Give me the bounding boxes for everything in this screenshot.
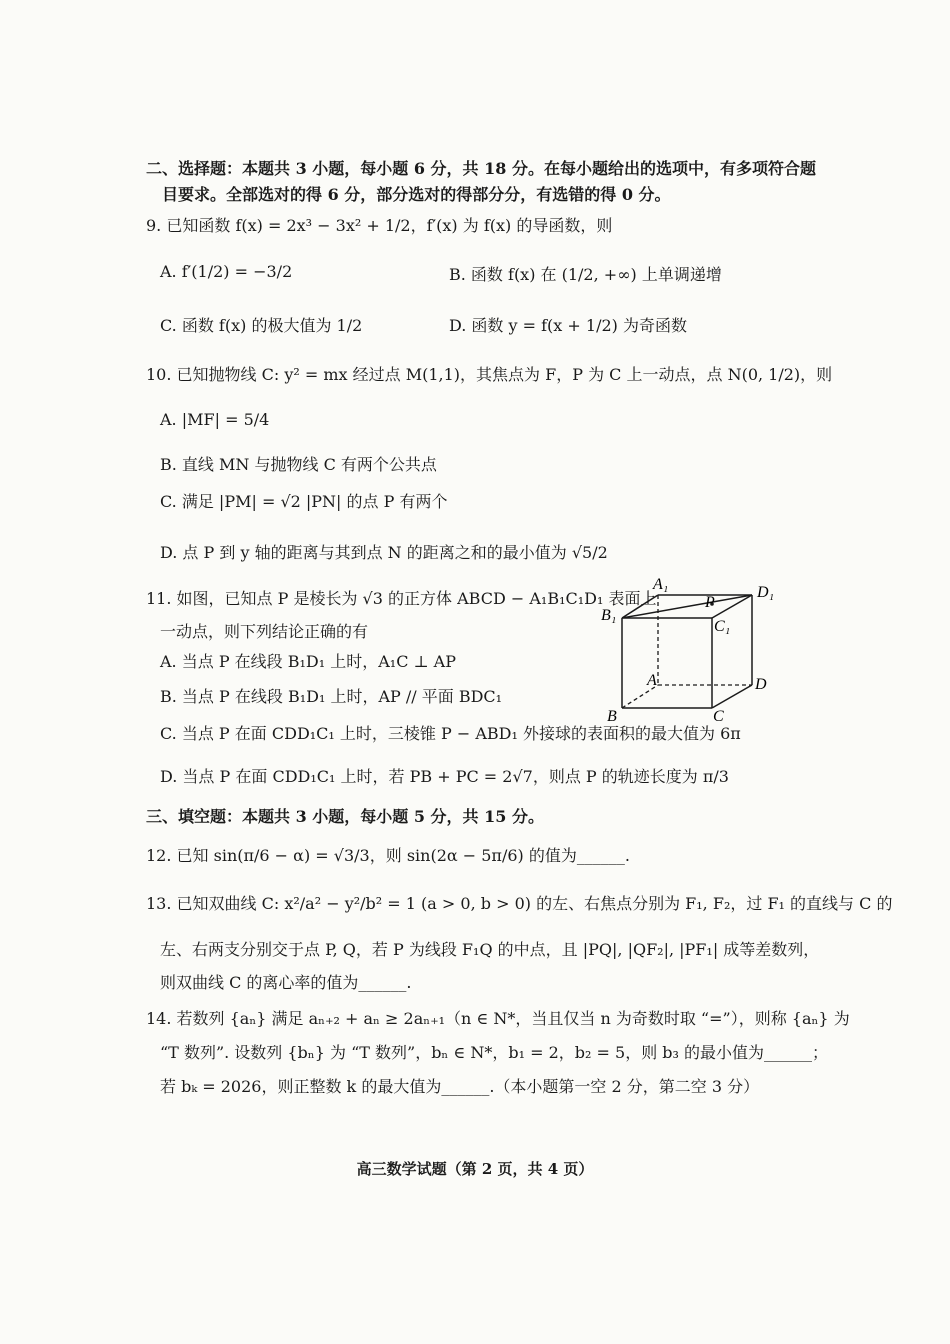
q11-stem-line1: 11. 如图，已知点 P 是棱长为 √3 的正方体 ABCD − A₁B₁C₁D₁ 表面上	[146, 589, 657, 608]
label-c1: C₁	[714, 618, 731, 635]
label-b: B	[607, 708, 617, 725]
q9-option-b: B. 函数 f(x) 在 (1/2, +∞) 上单调递增	[449, 265, 722, 284]
cube-edge-cd	[712, 685, 752, 708]
label-d: D	[755, 676, 767, 693]
cube-figure	[595, 575, 795, 725]
q11-stem-line2: 一动点，则下列结论正确的有	[160, 622, 369, 641]
q9-option-a: A. f′(1/2) = −3/2	[160, 262, 293, 281]
q11-option-c: C. 当点 P 在面 CDD₁C₁ 上时，三棱锥 P − ABD₁ 外接球的表面积的最大值为 6π	[160, 724, 741, 743]
q11-option-b: B. 当点 P 在线段 B₁D₁ 上时，AP // 平面 BDC₁	[160, 687, 503, 706]
q14-line3: 若 bₖ = 2026，则正整数 k 的最大值为______.（本小题第一空 2 分，第二空 3 分）	[160, 1077, 760, 1096]
label-a: A	[647, 672, 657, 689]
section2-heading-line1: 二、选择题：本题共 3 小题，每小题 6 分，共 18 分。在每小题给出的选项中，有多项符合题	[146, 159, 816, 178]
q10-option-a: A. |MF| = 5/4	[160, 410, 270, 429]
q13-line1: 13. 已知双曲线 C: x²/a² − y²/b² = 1 (a > 0, b > 0) 的左、右焦点分别为 F₁, F₂，过 F₁ 的直线与 C 的	[146, 894, 893, 913]
page-footer: 高三数学试题（第 2 页，共 4 页）	[356, 1160, 594, 1178]
q10-stem: 10. 已知抛物线 C: y² = mx 经过点 M(1,1)，其焦点为 F，P 为 C 上一动点，点 N(0, 1/2)，则	[146, 365, 833, 384]
q9-option-c: C. 函数 f(x) 的极大值为 1/2	[160, 316, 363, 335]
section2-heading-line2: 目要求。全部选对的得 6 分，部分选对的得部分分，有选错的得 0 分。	[162, 185, 671, 204]
q10-option-c: C. 满足 |PM| = √2 |PN| 的点 P 有两个	[160, 492, 448, 511]
q11-option-d: D. 当点 P 在面 CDD₁C₁ 上时，若 PB + PC = 2√7，则点 P 的轨迹长度为 π/3	[160, 767, 729, 786]
q11-option-a: A. 当点 P 在线段 B₁D₁ 上时，A₁C ⊥ AP	[160, 652, 457, 671]
q10-option-d: D. 点 P 到 y 轴的距离与其到点 N 的距离之和的最小值为 √5/2	[160, 543, 608, 562]
q10-option-b: B. 直线 MN 与抛物线 C 有两个公共点	[160, 455, 437, 474]
label-a1: A₁	[653, 576, 669, 593]
section3-heading: 三、填空题：本题共 3 小题，每小题 5 分，共 15 分。	[146, 807, 544, 826]
q14-line2: “T 数列”. 设数列 {bₙ} 为 “T 数列”，bₙ ∈ N*，b₁ = 2，b₂ = 5，则 b₃ 的最小值为______；	[160, 1043, 829, 1062]
q9-stem: 9. 已知函数 f(x) = 2x³ − 3x² + 1/2，f′(x) 为 f(x) 的导函数，则	[146, 216, 613, 235]
q13-line3: 则双曲线 C 的离心率的值为______.	[160, 973, 412, 992]
label-b1: B₁	[601, 607, 617, 624]
q13-line2: 左、右两支分别交于点 P, Q，若 P 为线段 F₁Q 的中点，且 |PQ|, |QF₂|, |PF₁| 成等差数列，	[160, 940, 820, 959]
label-p: P	[705, 594, 715, 611]
q14-line1: 14. 若数列 {aₙ} 满足 aₙ₊₂ + aₙ ≥ 2aₙ₊₁（n ∈ N*，当且仅当 n 为奇数时取 “=”），则称 {aₙ} 为	[146, 1009, 850, 1028]
label-d1: D₁	[757, 584, 775, 601]
q9-option-d: D. 函数 y = f(x + 1/2) 为奇函数	[449, 316, 687, 335]
q12-text: 12. 已知 sin(π/6 − α) = √3/3，则 sin(2α − 5π/6) 的值为______.	[146, 846, 630, 865]
label-c: C	[713, 708, 724, 725]
